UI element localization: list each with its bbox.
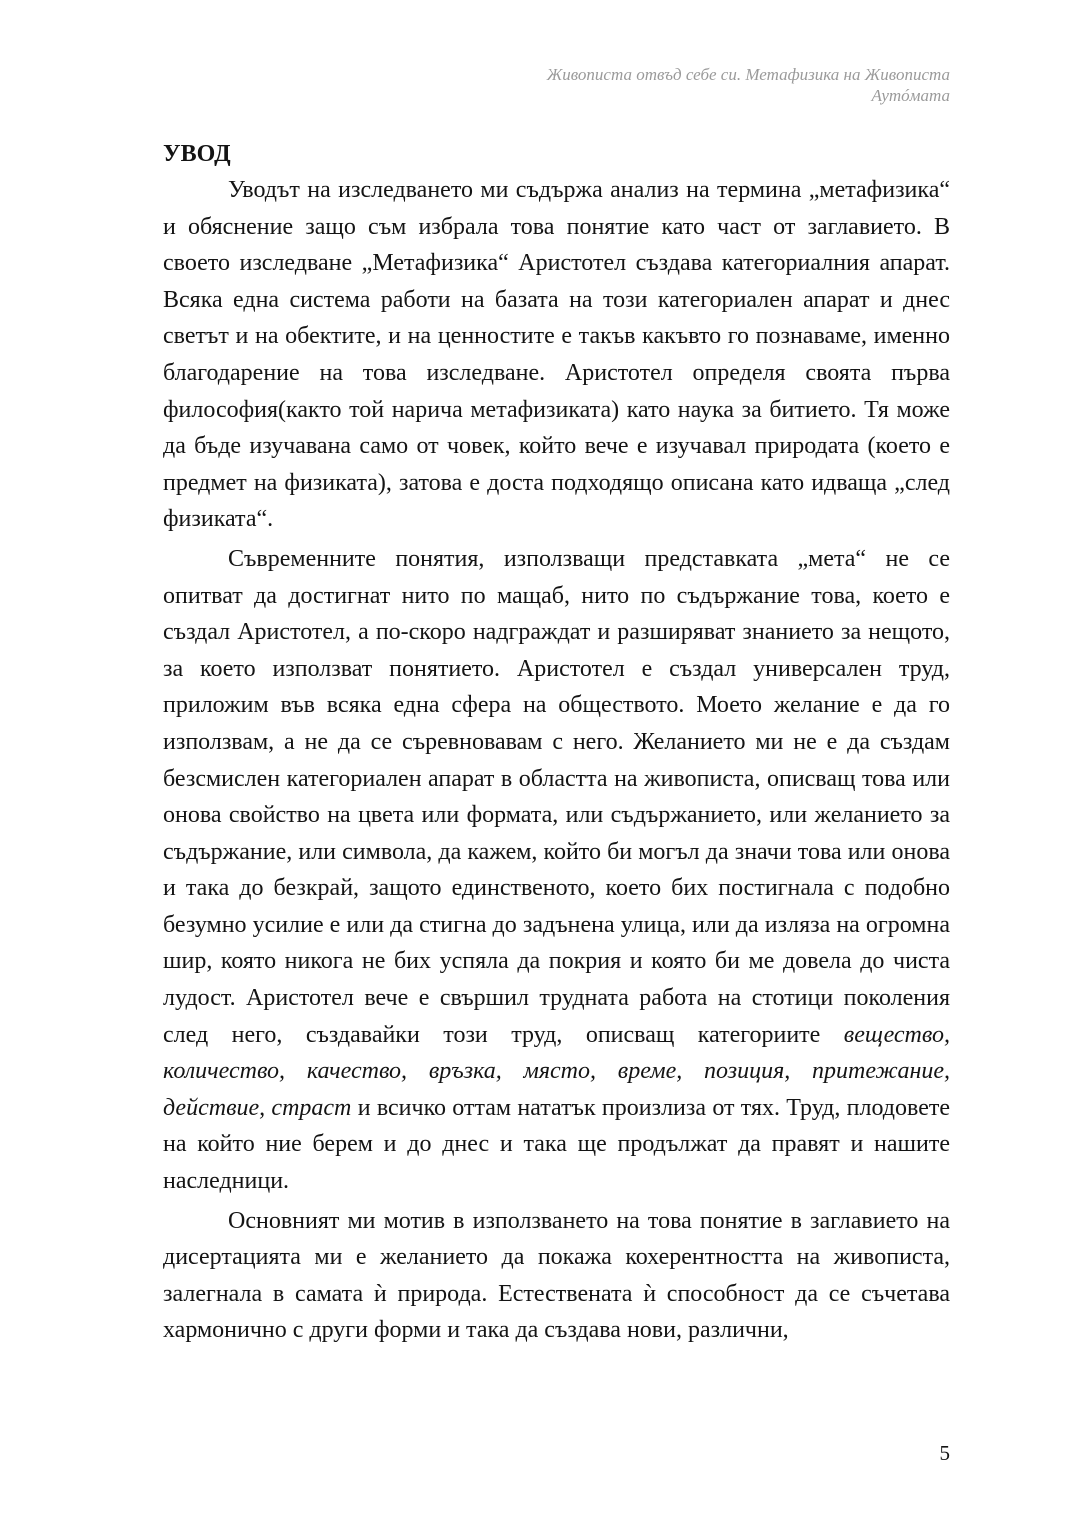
paragraph-2-start: Съвременните понятия, използващи представката „мета“ не се опитват да достигнат нито по мащаб, нито по съдържание това, което е създал Аристотел, а по-скоро надграждат и разширяват знанието за нещото, за което използват понятието. Аристотел е създал универсален труд, приложим във всяка една сфера на обществото. Моето желание е да го използвам, а не да се съревновавам с него. Желанието ми не е да създам безсмислен категориален апарат в областта на живописта, описващ това или онова свойство на цвета или формата, или съдържанието, или желанието за съдържание, или символа, да кажем, който би могъл да значи това или онова и така до безкрай, защото единственото, което бих постигнала с подобно безумно усилие е или да стигна до задънена улица, или да изляза на огромна шир, която никога не бих успяла да покрия и която би ме довела до чиста лудост. Аристотел вече е свършил трудната работа на стотици поколения след него, създавайки този труд, описващ категориите	[163, 545, 950, 1048]
running-header-author: Аутóмата	[871, 86, 950, 105]
categories-list: вещество, количество, качество, връзка, място, време, позиция, притежание, действие, страст	[163, 1021, 950, 1121]
paragraph-2	[163, 541, 950, 1200]
body-text	[163, 172, 950, 1349]
page-number: 5	[939, 1441, 950, 1465]
running-header-title: Живописта отвъд себе си. Метафизика на Живописта	[546, 65, 950, 84]
paragraph-3: Основният ми мотив в използването на това понятие в заглавието на дисертацията ми е желанието да покажа кохерентността на живописта, залегнала в самата ѝ природа. Естествената ѝ способност да се съчетава хармонично с други форми и така да създава нови, различни,	[163, 1207, 950, 1344]
running-header	[250, 64, 950, 106]
section-title: УВОД	[163, 141, 231, 167]
paragraph-1: Уводът на изследването ми съдържа анализ на термина „метафизика“ и обяснение защо съм избрала това понятие като част от заглавието. В своето изследване „Метафизика“ Аристотел създава категориалния апарат. Всяка една система работи на базата на този категориален апарат и днес светът и на обектите, и на ценностите е такъв какъвто го познаваме, именно благодарение на това изследване. Аристотел определя своята първа философия(както той нарича метафизиката) като наука за битието. Тя може да бъде изучавана само от човек, който вече е изучавал природата (което е предмет на физиката), затова е доста подходящо описана като идваща „след физиката“.	[163, 177, 950, 533]
paragraph-2-end: и всичко оттам нататък произлиза от тях. Труд, плодовете на който ние берем и до днес и така ще продължат да правят и нашите наследници.	[163, 1094, 951, 1195]
